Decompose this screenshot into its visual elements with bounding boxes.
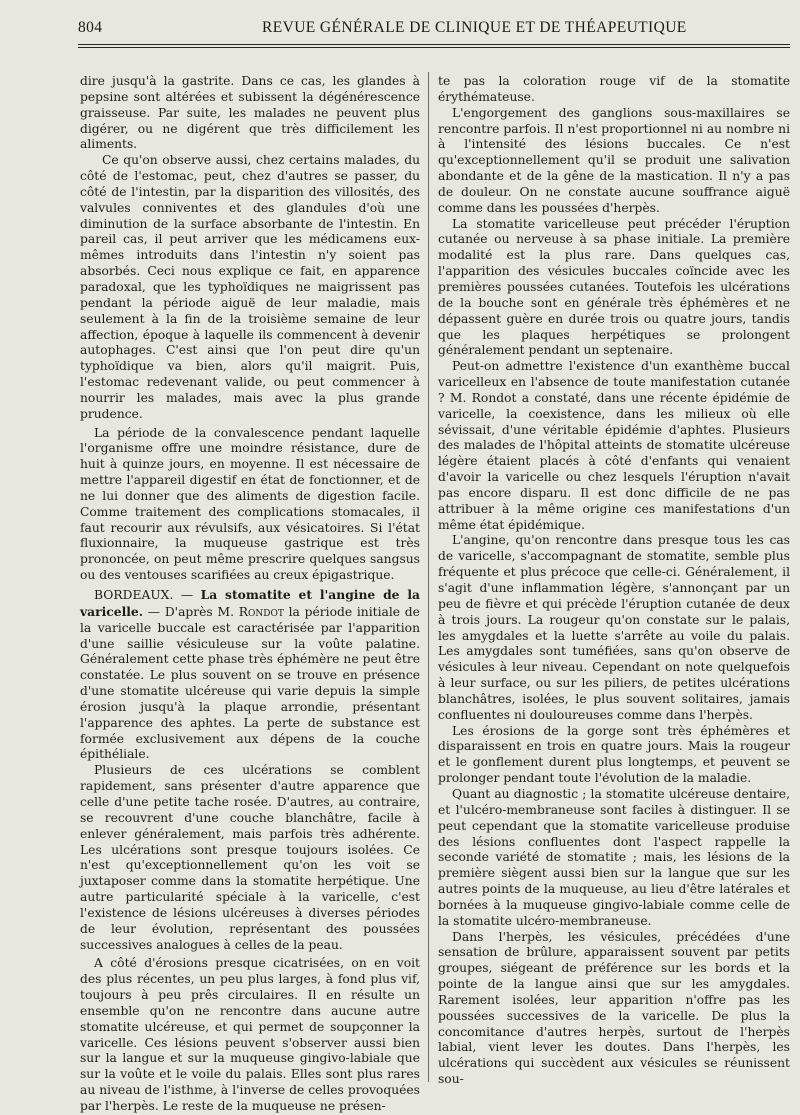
paragraph: Peut-on admettre l'existence d'un exanthème buccal varicelleux en l'absence de toute manifestation cutanée ? M. Rondot a constaté, dans une récente épidémie de varicelle, la coexistence, dans les milieux où elle sévissait, d'une véritable épidémie d'aphtes. Plusieurs des malades de l'hôpital atteints de stomatite ulcéreuse légère étaient placés à côté d'enfants qui venaient d'avoir la varicelle ou chez lesquels l'éruption n'avait pas encore disparu. Il est donc difficile de ne pas attribuer à la même origine ces manifestations d'un même état épidémique. — [438, 359, 790, 532]
paragraph: Ce qu'on observe aussi, chez certains malades, du côté de l'estomac, peut, chez d'autres se passer, du côté de l'intestin, par la disparition des villosités, des valvules conniventes et des glandules d'où une diminution de la surface absorbante de l'intestin. En pareil cas, il peut arriver que les médicamens eux-mêmes introduits dans l'intestin n'y soient pas absorbés. Ceci nous explique ce fait, en apparence paradoxal, que les typhoïdiques ne maigrissent pas pendant la période aiguë de leur maladie, mais seulement à la fin de la troisième semaine de leur affection, époque à laquelle ils commencent à devenir autophages. C'est ainsi que l'on peut dire qu'un typhoïdique va bien, alors qu'il maigrit. Puis, l'estomac redevenant valide, ou peut commencer à nourrir les malades, mais avec la plus grande prudence. — [80, 153, 420, 421]
column-divider — [428, 72, 429, 1082]
paragraph: L'angine, qu'on rencontre dans presque tous les cas de varicelle, s'accompagnant de stomatite, semble plus fréquente et plus précoce que celle-ci. Généralement, il s'agit d'une inflammation légère, s'annonçant par un peu de fièvre et qui précède l'éruption cutanée de deux à trois jours. La rougeur qu'on constate sur le palais, les amygdales et la luette s'arrête au voile du palais. Les amygdales sont tuméfiées, sans qu'on observe de vésicules à leur niveau. Cependant on note quelquefois à leur surface, ou sur les piliers, de petites ulcérations blanchâtres, isolées, le plus souvent solitaires, jamais confluentes ni douloureuses comme dans l'herpès. — [438, 533, 790, 722]
article-location: BORDEAUX. — — [94, 588, 194, 602]
article-title: La stomatite et l'angine de la varicelle. — [80, 587, 420, 619]
right-column — [438, 74, 790, 1088]
header-rule-top — [78, 44, 790, 45]
paragraph: Les érosions de la gorge sont très éphémères et disparaissent en trois en quatre jours. Mais la rougeur et le gonflement durent plus longtemps, et peuvent se prolonger pendant toute l'évolution de la maladie. — [438, 723, 790, 786]
paragraph: A côté d'érosions presque cicatrisées, on en voit des plus récentes, un peu plus larges, à fond plus vif, toujours à peu prês circulaires. Il en résulte un ensemble qu'on ne rencontre dans aucune autre stomatite ulcéreuse, et qui permet de soupçonner la varicelle. Ces lésions peuvent s'observer aussi bien sur la langue et sur la muqueuse gingivo-labiale que sur la voûte et le voile du palais. Elles sont plus rares au niveau de l'isthme, à l'inverse de celles provoquées par l'herpès. Le reste de la muqueuse ne présen- — [80, 956, 420, 1113]
paragraph: te pas la coloration rouge vif de la stomatite érythémateuse. — [438, 74, 790, 104]
author-name: Rondot — [238, 604, 284, 619]
paragraph: La stomatite varicelleuse peut précéder l'éruption cutanée ou nerveuse à sa phase initiale. La première modalité est la plus rare. Dans quelques cas, l'apparition des vésicules buccales coïncide avec les premières poussées cutanées. Toutefois les ulcérations de la bouche sont en générale très éphémères et ne dépassent guère en durée trois ou quatre jours, tandis que les plaques herpétiques se prolongent généralement pendant un septenaire. — [438, 216, 790, 358]
paragraph: Plusieurs de ces ulcérations se comblent rapidement, sans présenter d'autre apparence que celle d'une petite tache rosée. D'autres, au contraire, se recouvrent d'une couche blanchâtre, facile à enlever généralement, mais parfois très adhérente. Les ulcérations sont presque toujours isolées. Ce n'est qu'exceptionnellement qu'on les voit se juxtaposer comme dans la stomatite herpétique. Une autre particularité spéciale à la varicelle, c'est l'existence de lésions ulcéreuses à diverses périodes de leur évolution, représentant des poussées successives analogues à celles de la peau. — [80, 763, 420, 952]
paragraph: L'engorgement des ganglions sous-maxillaires se rencontre parfois. Il n'est proportionnel ni au nombre ni à l'intensité des lésions buccales. Ce n'est qu'exceptionnellement qu'il se produit une salivation abondante et de la gêne de la mastication. Il n'y a pas de douleur. On ne constate aucune souffrance aiguë comme dans les poussées d'herpès. — [438, 105, 790, 215]
paragraph: dire jusqu'à la gastrite. Dans ce cas, les glandes à pepsine sont altérées et subissent la dégénérescence graisseuse. Par suite, les malades ne peuvent plus digérer, ou ne digérent que très difficilement les aliments. — [80, 74, 420, 152]
article-text: la période initiale de la varicelle buccale est caractérisée par l'apparition d'une saillie vésiculeuse sur la voûte palatine. Généralement cette phase très éphémère ne peut être constatée. Le plus souvent on se trouve en présence d'une stomatite ulcéreuse qui varie depuis la simple érosion jusqu'à la plaque arrondie, présentant l'apparence des aphtes. La perte de substance est formée exclusivement aux dépens de la couche épithéliale. — [80, 604, 420, 762]
header-rule-bottom — [78, 47, 790, 48]
running-title: REVUE GÉNÉRALE DE CLINIQUE ET DE THÉAPEUTIQUE — [262, 19, 687, 36]
paragraph: La période de la convalescence pendant laquelle l'organisme offre une moindre résistance, dure de huit à quinze jours, en moyenne. Il est nécessaire de mettre l'appareil digestif en état de fonctionner, et de ne lui donner que des aliments de digestion facile. Comme traitement des complications stomacales, il faut recourir aux révulsifs, aux vésicatoires. Si l'état fluxionnaire, la muqueuse gastrique est très prononcée, on peut même prescrire quelques sangsus ou des ventouses scarifiées au creux épigastrique. — [80, 425, 420, 583]
article-paragraph — [80, 587, 420, 763]
paragraph: Quant au diagnostic ; la stomatite ulcéreuse dentaire, et l'ulcéro-membraneuse sont faciles à distinguer. Il se peut cependant que la stomatite varicelleuse produise des lésions confluentes dont l'aspect rappelle la seconde variété de stomatite ; mais, les lésions de la première siègent aussi bien sur la langue que sur les autres points de la muqueuse, au lieu d'être latérales et bornées à la muqueuse gingivo-labiale comme celle de la stomatite ulcéro-membraneuse. — [438, 786, 790, 928]
page-number: 804 — [78, 19, 103, 36]
page-header — [78, 19, 790, 41]
article-text: — D'après M. — [147, 604, 234, 619]
paragraph: Dans l'herpès, les vésicules, précédées d'une sensation de brûlure, apparaissent souvent par petits groupes, siégeant de préférence sur les bords et la pointe de la langue ainsi que sur les amygdales. Rarement isolées, leur apparition n'offre pas les poussées successives de la varicelle. De plus la concomitance d'autres herpès, surtout de l'herpès labial, vient lever les doutes. Dans l'herpès, les ulcérations qui succèdent aux vésicules se réunissent sou- — [438, 929, 790, 1087]
left-column — [80, 74, 420, 1115]
